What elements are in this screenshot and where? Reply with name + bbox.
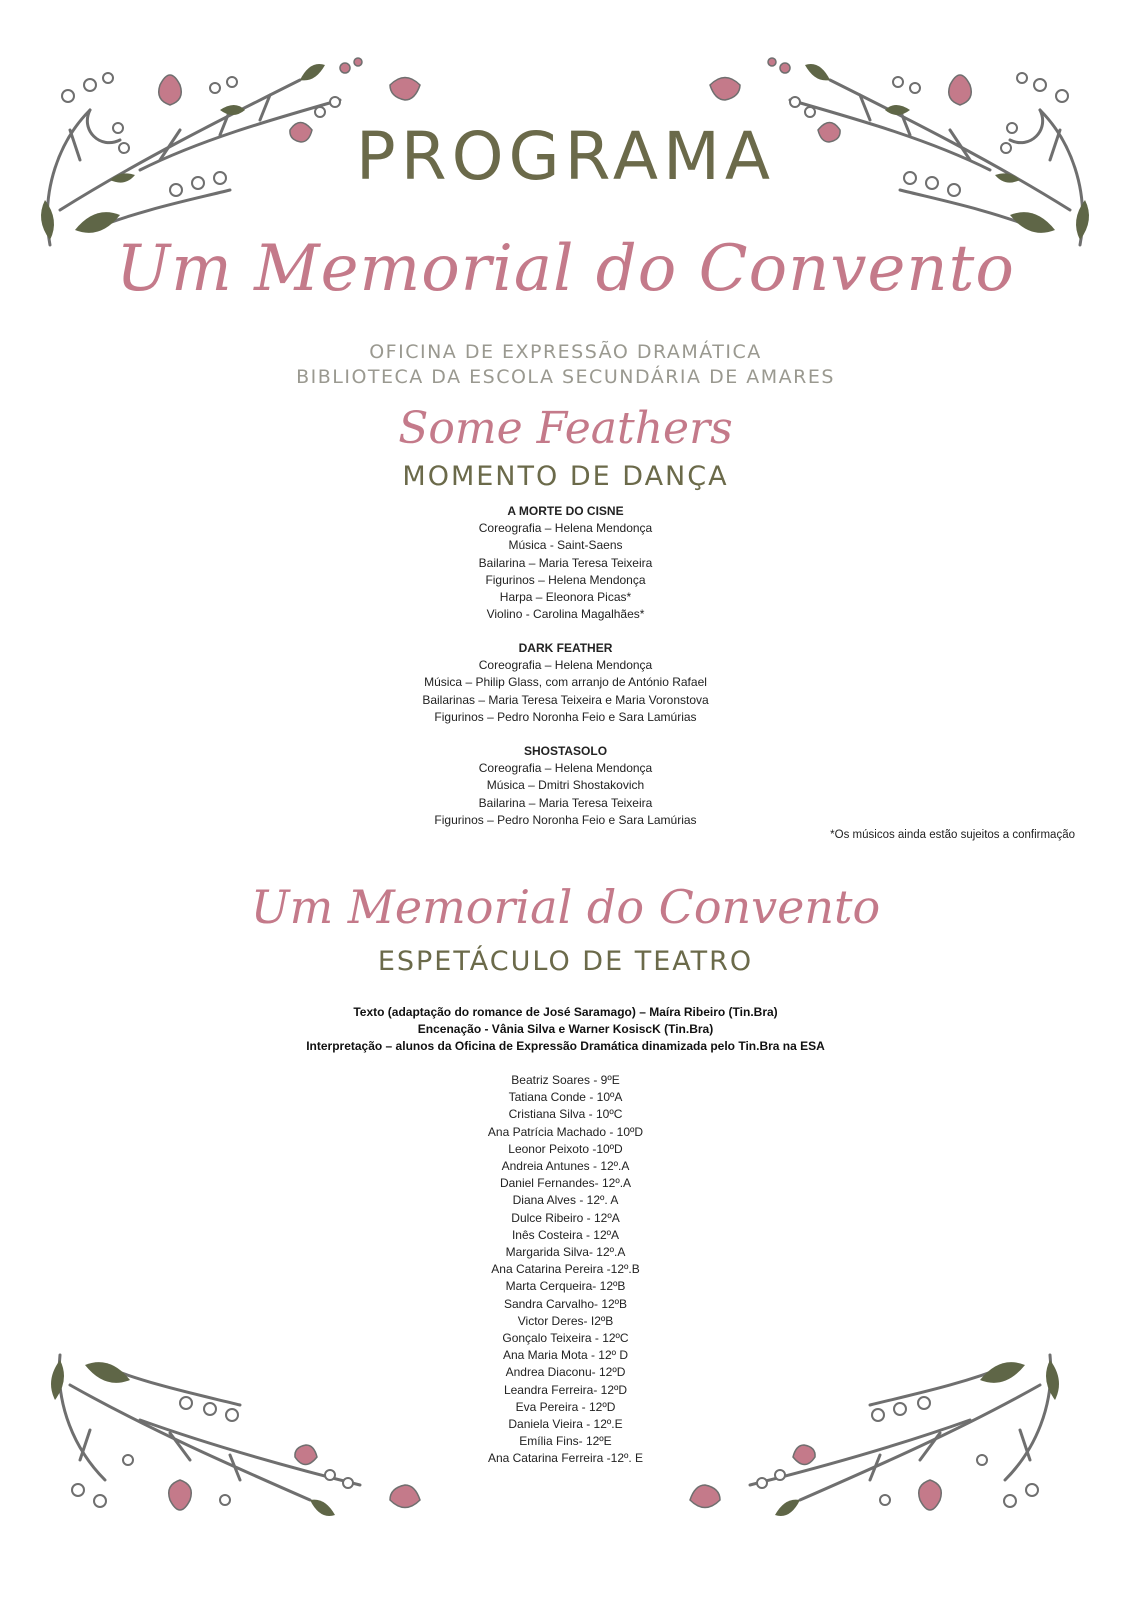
cast-member: Tatiana Conde - 10ºA xyxy=(508,1090,623,1105)
subtitle-biblioteca: BIBLIOTECA DA ESCOLA SECUNDÁRIA DE AMARES xyxy=(296,366,835,388)
piece-credit: Harpa – Eleonora Picas* xyxy=(499,590,632,605)
cast-member: Victor Deres- I2ºB xyxy=(517,1313,614,1328)
cast-member: Marta Cerqueira- 12ºB xyxy=(505,1279,626,1294)
cast-member: Eva Pereira - 12ºD xyxy=(515,1399,616,1414)
piece-credit: Música – Dmitri Shostakovich xyxy=(486,778,645,793)
piece-credit: Bailarinas – Maria Teresa Teixeira e Maria Voronstova xyxy=(422,692,709,707)
piece-credit: Coreografia – Helena Mendonça xyxy=(478,761,653,776)
piece-credit: Coreografia – Helena Mendonça xyxy=(478,658,653,673)
piece-credit: Coreografia – Helena Mendonça xyxy=(478,521,653,536)
cast-member: Gonçalo Teixeira - 12ºC xyxy=(502,1331,629,1346)
cast-member: Emília Fins- 12ºE xyxy=(519,1434,612,1449)
cast-member: Andrea Diaconu- 12ºD xyxy=(505,1365,626,1380)
musicians-note: *Os músicos ainda estão sujeitos a confirmação xyxy=(830,829,1075,841)
cast-member: Daniela Vieira - 12º.E xyxy=(508,1417,623,1432)
cast-member: Beatriz Soares - 9ºE xyxy=(511,1073,620,1087)
piece-credit: Música - Saint-Saens xyxy=(508,538,623,553)
piece-credit: Violino - Carolina Magalhães* xyxy=(486,607,645,622)
cast-member: Diana Alves - 12º. A xyxy=(512,1193,619,1208)
subtitle-oficina: OFICINA DE EXPRESSÃO DRAMÁTICA xyxy=(369,341,762,363)
cast-member: Ana Catarina Pereira -12º.B xyxy=(491,1262,640,1277)
theatre-credits xyxy=(0,1004,1131,1056)
cast-list xyxy=(0,1072,1131,1468)
cast-member: Ana Maria Mota - 12º D xyxy=(502,1348,629,1363)
credit-line: Texto (adaptação do romance de José Saramago) – Maíra Ribeiro (Tin.Bra) xyxy=(353,1005,778,1019)
piece-credit: Figurinos – Pedro Noronha Feio e Sara Lamúrias xyxy=(434,709,697,724)
cast-member: Ana Patrícia Machado - 10ºD xyxy=(487,1124,644,1139)
cast-member: Andreia Antunes - 12º.A xyxy=(501,1159,630,1174)
main-script-title: Um Memorial do Convento xyxy=(116,232,1015,306)
dance-piece-dark-feather xyxy=(0,640,1131,726)
cast-member: Cristiana Silva - 10ºC xyxy=(508,1107,623,1122)
credit-line: Interpretação – alunos da Oficina de Expressão Dramática dinamizada pelo Tin.Bra na ESA xyxy=(306,1039,825,1054)
piece-title: A MORTE DO CISNE xyxy=(507,504,624,518)
credit-line: Encenação - Vânia Silva e Warner KosiscK (Tin.Bra) xyxy=(417,1022,714,1037)
cast-member: Inês Costeira - 12ºA xyxy=(511,1227,620,1242)
theatre-script-title: Um Memorial do Convento xyxy=(250,880,881,934)
piece-credit: Música – Philip Glass, com arranjo de António Rafael xyxy=(424,675,707,690)
piece-credit: Bailarina – Maria Teresa Teixeira xyxy=(478,555,653,570)
cast-member: Leonor Peixoto -10ºD xyxy=(508,1141,623,1156)
cast-member: Daniel Fernandes- 12º.A xyxy=(499,1176,632,1191)
piece-credit: Figurinos – Pedro Noronha Feio e Sara Lamúrias xyxy=(434,812,697,827)
dance-piece-morte-do-cisne xyxy=(0,503,1131,623)
theatre-heading: ESPETÁCULO DE TEATRO xyxy=(377,946,754,977)
programa-heading: PROGRAMA xyxy=(355,118,776,195)
piece-title: SHOSTASOLO xyxy=(523,744,608,758)
cast-member: Margarida Silva- 12º.A xyxy=(505,1245,626,1260)
piece-title: DARK FEATHER xyxy=(518,641,613,655)
piece-credit: Bailarina – Maria Teresa Teixeira xyxy=(478,795,653,810)
piece-credit: Figurinos – Helena Mendonça xyxy=(485,572,646,587)
cast-member: Ana Catarina Ferreira -12º. E xyxy=(487,1451,644,1466)
cast-member: Dulce Ribeiro - 12ºA xyxy=(511,1210,620,1225)
cast-member: Sandra Carvalho- 12ºB xyxy=(503,1296,628,1311)
dance-piece-shostasolo xyxy=(0,743,1131,829)
dance-heading: MOMENTO DE DANÇA xyxy=(402,461,729,492)
cast-member: Leandra Ferreira- 12ºD xyxy=(503,1382,628,1397)
dance-script-title: Some Feathers xyxy=(398,403,733,454)
